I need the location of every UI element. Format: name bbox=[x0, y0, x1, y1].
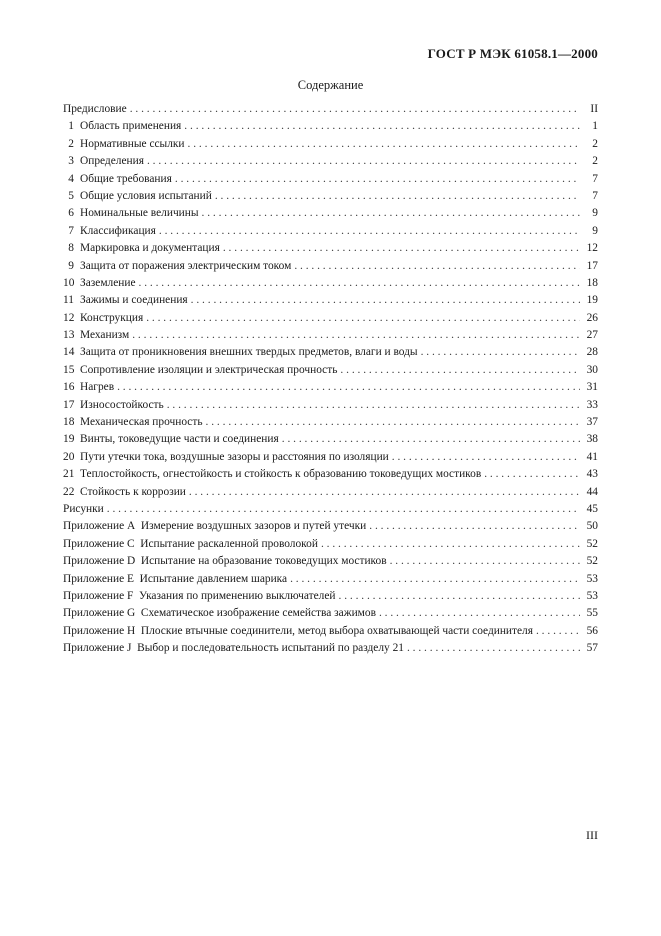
toc-dot-leader bbox=[159, 223, 580, 240]
toc-entry bbox=[63, 136, 598, 153]
toc-entry-number: 20 bbox=[63, 450, 75, 463]
toc-entry-page: 7 bbox=[592, 189, 598, 202]
toc-entry-page: 43 bbox=[586, 468, 598, 481]
toc-entry-page: 57 bbox=[586, 642, 598, 655]
toc-entry-page: 9 bbox=[592, 224, 598, 237]
toc-entry-label: Теплостойкость, огнестойкость и стойкость к образованию токоведущих мостиков bbox=[80, 468, 482, 481]
toc-entry bbox=[63, 553, 598, 570]
toc-entry-label: Номинальные величины bbox=[80, 207, 199, 220]
toc-dot-leader bbox=[117, 379, 580, 396]
toc-entry-page: 7 bbox=[592, 172, 598, 185]
toc-dot-leader bbox=[421, 344, 580, 361]
toc-entry-number: 4 bbox=[68, 172, 74, 185]
toc-entry-number: 17 bbox=[63, 398, 75, 411]
toc-entry-page: 1 bbox=[592, 120, 598, 133]
toc-entry-label: Общие условия испытаний bbox=[80, 189, 212, 202]
toc-entry-label: Приложение G Схематическое изображение семейства зажимов bbox=[63, 607, 376, 620]
toc-entry-number: 2 bbox=[68, 137, 74, 150]
toc-entry bbox=[63, 466, 598, 483]
toc-entry-label: Приложение Е Испытание давлением шарика bbox=[63, 572, 288, 585]
toc-entry-page: 55 bbox=[586, 607, 598, 620]
toc-entry-label: Зажимы и соединения bbox=[80, 294, 188, 307]
toc-dot-leader bbox=[379, 605, 580, 622]
toc-entry-number: 14 bbox=[63, 346, 75, 359]
toc-entry-label: Классификация bbox=[80, 224, 156, 237]
toc-dot-leader bbox=[175, 171, 580, 188]
toc-entry-number: 8 bbox=[68, 242, 74, 255]
toc-entry bbox=[63, 118, 598, 135]
toc-dot-leader bbox=[484, 466, 580, 483]
toc-entry-label: Механическая прочность bbox=[80, 416, 203, 429]
toc-entry-page: 50 bbox=[586, 520, 598, 533]
toc-entry-number: 15 bbox=[63, 363, 75, 376]
toc-entry-page: 53 bbox=[586, 572, 598, 585]
toc-entry-label: Нагрев bbox=[80, 381, 115, 394]
toc-entry-page: 28 bbox=[586, 346, 598, 359]
toc-entry-label: Приложение С Испытание раскаленной проволокой bbox=[63, 537, 318, 550]
toc-entry-page: 9 bbox=[592, 207, 598, 220]
document-code-header: ГОСТ Р МЭК 61058.1—2000 bbox=[427, 46, 598, 61]
toc-entry bbox=[63, 571, 598, 588]
toc-dot-leader bbox=[390, 553, 580, 570]
toc-entry-label: Общие требования bbox=[80, 172, 172, 185]
toc-entry-number: 10 bbox=[63, 276, 75, 289]
toc-entry bbox=[63, 344, 598, 361]
toc-entry bbox=[63, 379, 598, 396]
toc-dot-leader bbox=[369, 518, 580, 535]
toc-entry-label: Защита от поражения электрическим током bbox=[80, 259, 292, 272]
toc-entry bbox=[63, 640, 598, 657]
toc-entry-label: Рисунки bbox=[63, 502, 104, 515]
toc-entry-page: 37 bbox=[586, 416, 598, 429]
toc-dot-leader bbox=[407, 640, 580, 657]
toc-dot-leader bbox=[294, 258, 580, 275]
toc-entry bbox=[63, 362, 598, 379]
toc-entry-label: Механизм bbox=[80, 329, 130, 342]
toc-dot-leader bbox=[184, 118, 580, 135]
toc-entry-number: 6 bbox=[68, 207, 74, 220]
toc-entry bbox=[63, 397, 598, 414]
toc-entry-page: 19 bbox=[586, 294, 598, 307]
toc-dot-leader bbox=[139, 275, 580, 292]
toc-dot-leader bbox=[223, 240, 580, 257]
toc-title: Содержание bbox=[297, 78, 364, 92]
toc-entry-label: Износостойкость bbox=[80, 398, 164, 411]
toc-entry-label: Приложение А Измерение воздушных зазоров и путей утечки bbox=[63, 520, 367, 533]
toc-entry-label: Область применения bbox=[80, 120, 182, 133]
toc-entry-page: 30 bbox=[586, 363, 598, 376]
toc-entry bbox=[63, 449, 598, 466]
toc-entry-label: Нормативные ссылки bbox=[80, 137, 185, 150]
toc-entry-page: II bbox=[590, 103, 598, 115]
toc-entry-label: Приложение Н Плоские втычные соединители, метод выбора охватывающей части соединителя bbox=[63, 624, 533, 637]
toc-dot-leader bbox=[107, 501, 580, 518]
toc-entry bbox=[63, 484, 598, 501]
toc-entry-number: 21 bbox=[63, 468, 75, 481]
toc-entry-label: Стойкость к коррозии bbox=[80, 485, 186, 498]
toc-dot-leader bbox=[282, 431, 580, 448]
toc-dot-leader bbox=[340, 362, 580, 379]
toc-entry-label: Приложение F Указания по применению выключателей bbox=[63, 589, 336, 602]
toc-entry-page: 53 bbox=[586, 589, 598, 602]
page-number: III bbox=[586, 828, 598, 842]
toc-entry-number: 18 bbox=[63, 416, 75, 429]
toc-entry-number: 7 bbox=[68, 224, 74, 237]
toc-entry-number: 1 bbox=[68, 120, 74, 133]
toc-entry-page: 38 bbox=[586, 433, 598, 446]
toc-entry bbox=[63, 501, 598, 518]
toc-entry-label: Винты, токоведущие части и соединения bbox=[80, 433, 279, 446]
toc-entry-number: 16 bbox=[63, 381, 75, 394]
toc-entry-page: 52 bbox=[586, 537, 598, 550]
toc-entry-page: 26 bbox=[586, 311, 598, 324]
toc-entry bbox=[63, 153, 598, 170]
toc-entry-page: 2 bbox=[592, 155, 598, 168]
toc-entry-number: 19 bbox=[63, 433, 75, 446]
toc-dot-leader bbox=[290, 571, 580, 588]
toc-dot-leader bbox=[189, 484, 580, 501]
toc-dot-leader bbox=[392, 449, 580, 466]
toc-dot-leader bbox=[130, 101, 580, 118]
toc-entry-label: Заземление bbox=[80, 276, 136, 289]
toc-entry-number: 11 bbox=[63, 294, 74, 307]
toc-entry bbox=[63, 431, 598, 448]
toc-entry bbox=[63, 414, 598, 431]
toc-dot-leader bbox=[339, 588, 581, 605]
toc-entry bbox=[63, 223, 598, 240]
table-of-contents bbox=[63, 101, 598, 658]
toc-entry-number: 22 bbox=[63, 485, 75, 498]
toc-entry-page: 18 bbox=[586, 276, 598, 289]
toc-entry-number: 12 bbox=[63, 311, 75, 324]
toc-entry bbox=[63, 310, 598, 327]
toc-entry bbox=[63, 171, 598, 188]
toc-entry-page: 45 bbox=[586, 502, 598, 515]
toc-entry bbox=[63, 327, 598, 344]
toc-dot-leader bbox=[132, 327, 580, 344]
toc-dot-leader bbox=[536, 623, 580, 640]
toc-entry bbox=[63, 623, 598, 640]
toc-dot-leader bbox=[191, 292, 580, 309]
toc-entry bbox=[63, 605, 598, 622]
toc-entry-label: Приложение J Выбор и последовательность испытаний по разделу 21 bbox=[63, 642, 404, 655]
toc-entry bbox=[63, 292, 598, 309]
toc-entry-page: 31 bbox=[586, 381, 598, 394]
toc-entry-page: 56 bbox=[586, 624, 598, 637]
toc-entry bbox=[63, 258, 598, 275]
toc-dot-leader bbox=[147, 153, 580, 170]
toc-entry-page: 33 bbox=[586, 398, 598, 411]
toc-entry-page: 41 bbox=[586, 450, 598, 463]
toc-dot-leader bbox=[188, 136, 580, 153]
toc-entry-label: Определения bbox=[80, 155, 144, 168]
toc-entry bbox=[63, 518, 598, 535]
toc-dot-leader bbox=[321, 536, 580, 553]
toc-entry-page: 2 bbox=[592, 137, 598, 150]
toc-dot-leader bbox=[215, 188, 580, 205]
toc-entry-number: 9 bbox=[68, 259, 74, 272]
toc-entry-label: Приложение D Испытание на образование токоведущих мостиков bbox=[63, 555, 387, 568]
toc-entry-label: Маркировка и документация bbox=[80, 242, 220, 255]
toc-entry bbox=[63, 205, 598, 222]
toc-entry bbox=[63, 101, 598, 118]
toc-entry-page: 17 bbox=[586, 259, 598, 272]
toc-entry-label: Пути утечки тока, воздушные зазоры и расстояния по изоляции bbox=[80, 450, 389, 463]
toc-entry-number: 5 bbox=[68, 189, 74, 202]
toc-entry-label: Защита от проникновения внешних твердых предметов, влаги и воды bbox=[80, 346, 418, 359]
toc-entry-page: 44 bbox=[586, 485, 598, 498]
toc-dot-leader bbox=[146, 310, 580, 327]
toc-entry bbox=[63, 536, 598, 553]
toc-entry-number: 3 bbox=[68, 155, 74, 168]
toc-dot-leader bbox=[206, 414, 580, 431]
toc-dot-leader bbox=[202, 205, 580, 222]
toc-entry-page: 27 bbox=[586, 329, 598, 342]
toc-entry-number: 13 bbox=[63, 329, 75, 342]
toc-entry-label: Предисловие bbox=[63, 103, 127, 115]
toc-entry-page: 12 bbox=[586, 242, 598, 255]
toc-entry bbox=[63, 188, 598, 205]
toc-entry bbox=[63, 275, 598, 292]
toc-dot-leader bbox=[167, 397, 580, 414]
toc-entry-page: 52 bbox=[586, 555, 598, 568]
toc-entry-label: Конструкция bbox=[80, 311, 144, 324]
toc-entry-label: Сопротивление изоляции и электрическая прочность bbox=[80, 363, 338, 376]
toc-entry bbox=[63, 588, 598, 605]
toc-entry bbox=[63, 240, 598, 257]
